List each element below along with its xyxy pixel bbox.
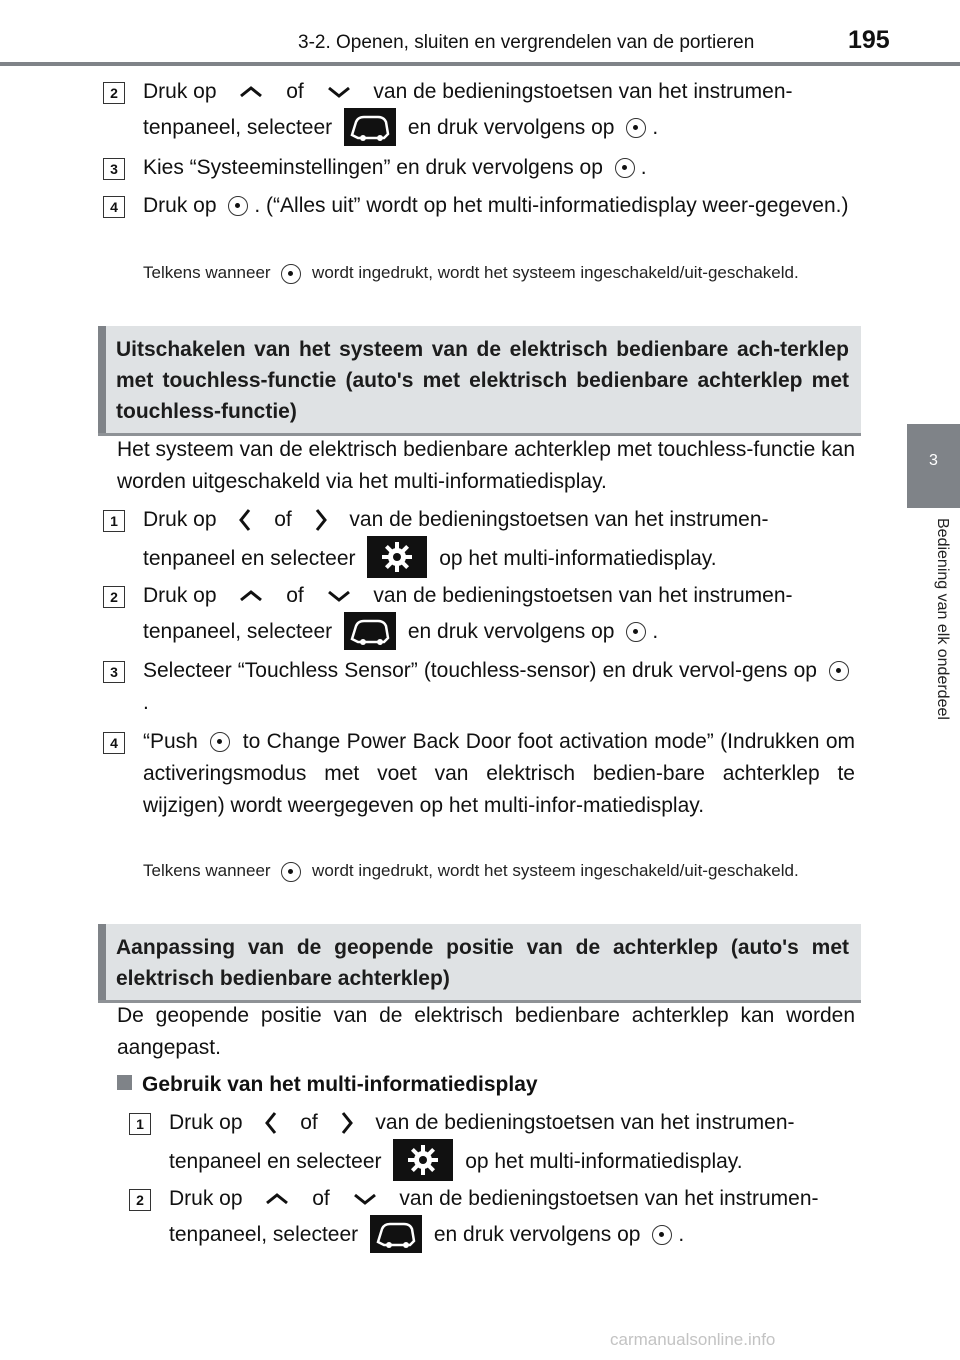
step-text-part: . [652,116,659,139]
step-text-part: of [300,1111,318,1134]
step-text-part: tenpaneel en selecteer [143,547,356,570]
step-text-part: Druk op [169,1111,243,1134]
note-text-part: wordt ingedrukt, wordt het systeem ingeschakeld/uit-geschakeld. [312,263,799,282]
chevron-right-icon [314,507,328,533]
step-text-part: op het multi-informatiedisplay. [439,547,717,570]
intro-paragraph: De geopende positie van de elektrisch bedienbare achterklep kan worden aangepast. [117,1004,855,1059]
step-number: 3 [103,158,125,180]
note-text-part: Telkens wanneer [143,263,271,282]
chevron-down-icon [326,589,352,603]
note-text-part: wordt ingedrukt, wordt het systeem ingeschakeld/uit-geschakeld. [312,861,799,880]
step-b3 [103,655,855,719]
step-text [143,504,855,578]
chevron-up-icon [264,1192,290,1206]
enter-button-icon [228,196,248,216]
header-rule [0,62,960,66]
step-text-part: van de bedieningstoetsen van het instrumen- [399,1187,819,1210]
section-heading: Uitschakelen van het systeem van de elektrisch bedienbare ach-terklep met touchless-functie (auto's met elektrisch bedienbare achterklep met touchless-functie) [116,338,849,423]
page-number: 195 [848,26,890,54]
step-text-part: “Push [143,730,198,753]
step-text-part: van de bedieningstoetsen van het instrumen- [373,584,793,607]
step-text-part: of [274,508,292,531]
step-text-part: van de bedieningstoetsen van het instrumen- [375,1111,795,1134]
step-c2 [129,1183,855,1253]
step-number: 3 [103,661,125,683]
step-text-part: of [286,80,304,103]
enter-button-icon [281,862,301,882]
step-text-part: en druk vervolgens op [407,620,615,643]
section-heading-box [98,326,861,436]
step-text-part: van de bedieningstoetsen van het instrumen- [349,508,769,531]
chevron-right-icon [340,1110,354,1136]
step-text-part: op het multi-informatiedisplay. [465,1150,743,1173]
step-text-part: en druk vervolgens op [407,116,615,139]
chapter-tab-number: 3 [929,452,938,469]
vehicle-settings-icon [344,612,396,650]
step-text-part: . [652,620,659,643]
section-heading: Aanpassing van de geopende positie van de achterklep (auto's met elektrisch bedienbare achterklep) [116,936,849,990]
step-text-part: . [678,1223,685,1246]
step-number: 4 [103,196,125,218]
step-text [169,1107,855,1181]
step-text-part: Druk op [143,194,217,217]
chevron-up-icon [238,85,264,99]
enter-button-icon [829,661,849,681]
step-text-part: Druk op [143,584,217,607]
bullet-square-icon [117,1075,132,1090]
enter-button-icon [210,732,230,752]
step-number: 4 [103,732,125,754]
step-number: 2 [129,1189,151,1211]
intro-paragraph: Het systeem van de elektrisch bedienbare achterklep met touchless-functie kan worden uitgeschakeld via het multi-informatiedisplay. [117,438,855,493]
subheading-text: Gebruik van het multi-informatiedisplay [142,1073,538,1096]
subheading [117,1069,855,1101]
enter-button-icon [615,158,635,178]
enter-button-icon [626,622,646,642]
vehicle-settings-icon [344,108,396,146]
vehicle-settings-icon [370,1215,422,1253]
step-text-part: Selecteer “Touchless Sensor” (touchless-sensor) en druk vervol-gens op [143,659,817,682]
chevron-left-icon [238,507,252,533]
step-a4 [103,190,855,222]
note-a [143,261,855,285]
chevron-down-icon [326,85,352,99]
step-text [169,1183,855,1253]
step-number: 1 [103,510,125,532]
enter-button-icon [652,1225,672,1245]
step-number: 2 [103,82,125,104]
step-text [143,76,855,146]
chevron-left-icon [264,1110,278,1136]
step-text-part: en druk vervolgens op [433,1223,641,1246]
chapter-tab-label-area [907,518,960,788]
chapter-tab-label: Bediening van elk onderdeel [934,518,951,720]
chevron-up-icon [238,589,264,603]
step-number: 2 [103,586,125,608]
watermark: carmanualsonline.info [610,1330,776,1349]
step-text-part: of [312,1187,330,1210]
step-text-part: Druk op [169,1187,243,1210]
step-text-part: tenpaneel, selecteer [143,620,333,643]
chapter-title: 3-2. Openen, sluiten en vergrendelen van de portieren [298,32,755,53]
step-text-part: tenpaneel en selecteer [169,1150,382,1173]
step-a2 [103,76,855,146]
note-b [143,859,855,883]
step-number: 1 [129,1113,151,1135]
step-text-part: tenpaneel, selecteer [169,1223,359,1246]
section-heading-box [98,924,861,1003]
step-text-part: Druk op [143,508,217,531]
note-text-part: Telkens wanneer [143,861,271,880]
step-c1 [129,1107,855,1181]
step-text-part: van de bedieningstoetsen van het instrumen- [373,80,793,103]
step-a3 [103,152,855,184]
step-text [143,655,855,719]
step-text-part: of [286,584,304,607]
step-text-part: tenpaneel, selecteer [143,116,333,139]
settings-gear-icon [393,1139,453,1181]
enter-button-icon [626,118,646,138]
step-text-part: . (“Alles uit” wordt op het multi-informatiedisplay weer-gegeven.) [254,194,849,217]
step-text [143,726,855,822]
step-text [143,190,855,222]
step-text [143,580,855,650]
step-text [143,152,855,184]
step-text-part: Kies “Systeeminstellingen” en druk vervolgens op [143,156,603,179]
chapter-tab [907,424,960,508]
step-text-part: to Change Power Back Door foot activation mode” (Indrukken om activeringsmodus met voet van elektrisch bedien-bare achterklep te wijzigen) wordt weergegeven op het multi-infor-matiedisplay. [143,730,855,817]
chevron-down-icon [352,1192,378,1206]
step-b2 [103,580,855,650]
enter-button-icon [281,264,301,284]
step-b1 [103,504,855,578]
step-b4 [103,726,855,822]
step-text-part: Druk op [143,80,217,103]
settings-gear-icon [367,536,427,578]
step-text-part: . [640,156,647,179]
page-header [0,0,960,70]
step-text-part: . [143,691,149,714]
